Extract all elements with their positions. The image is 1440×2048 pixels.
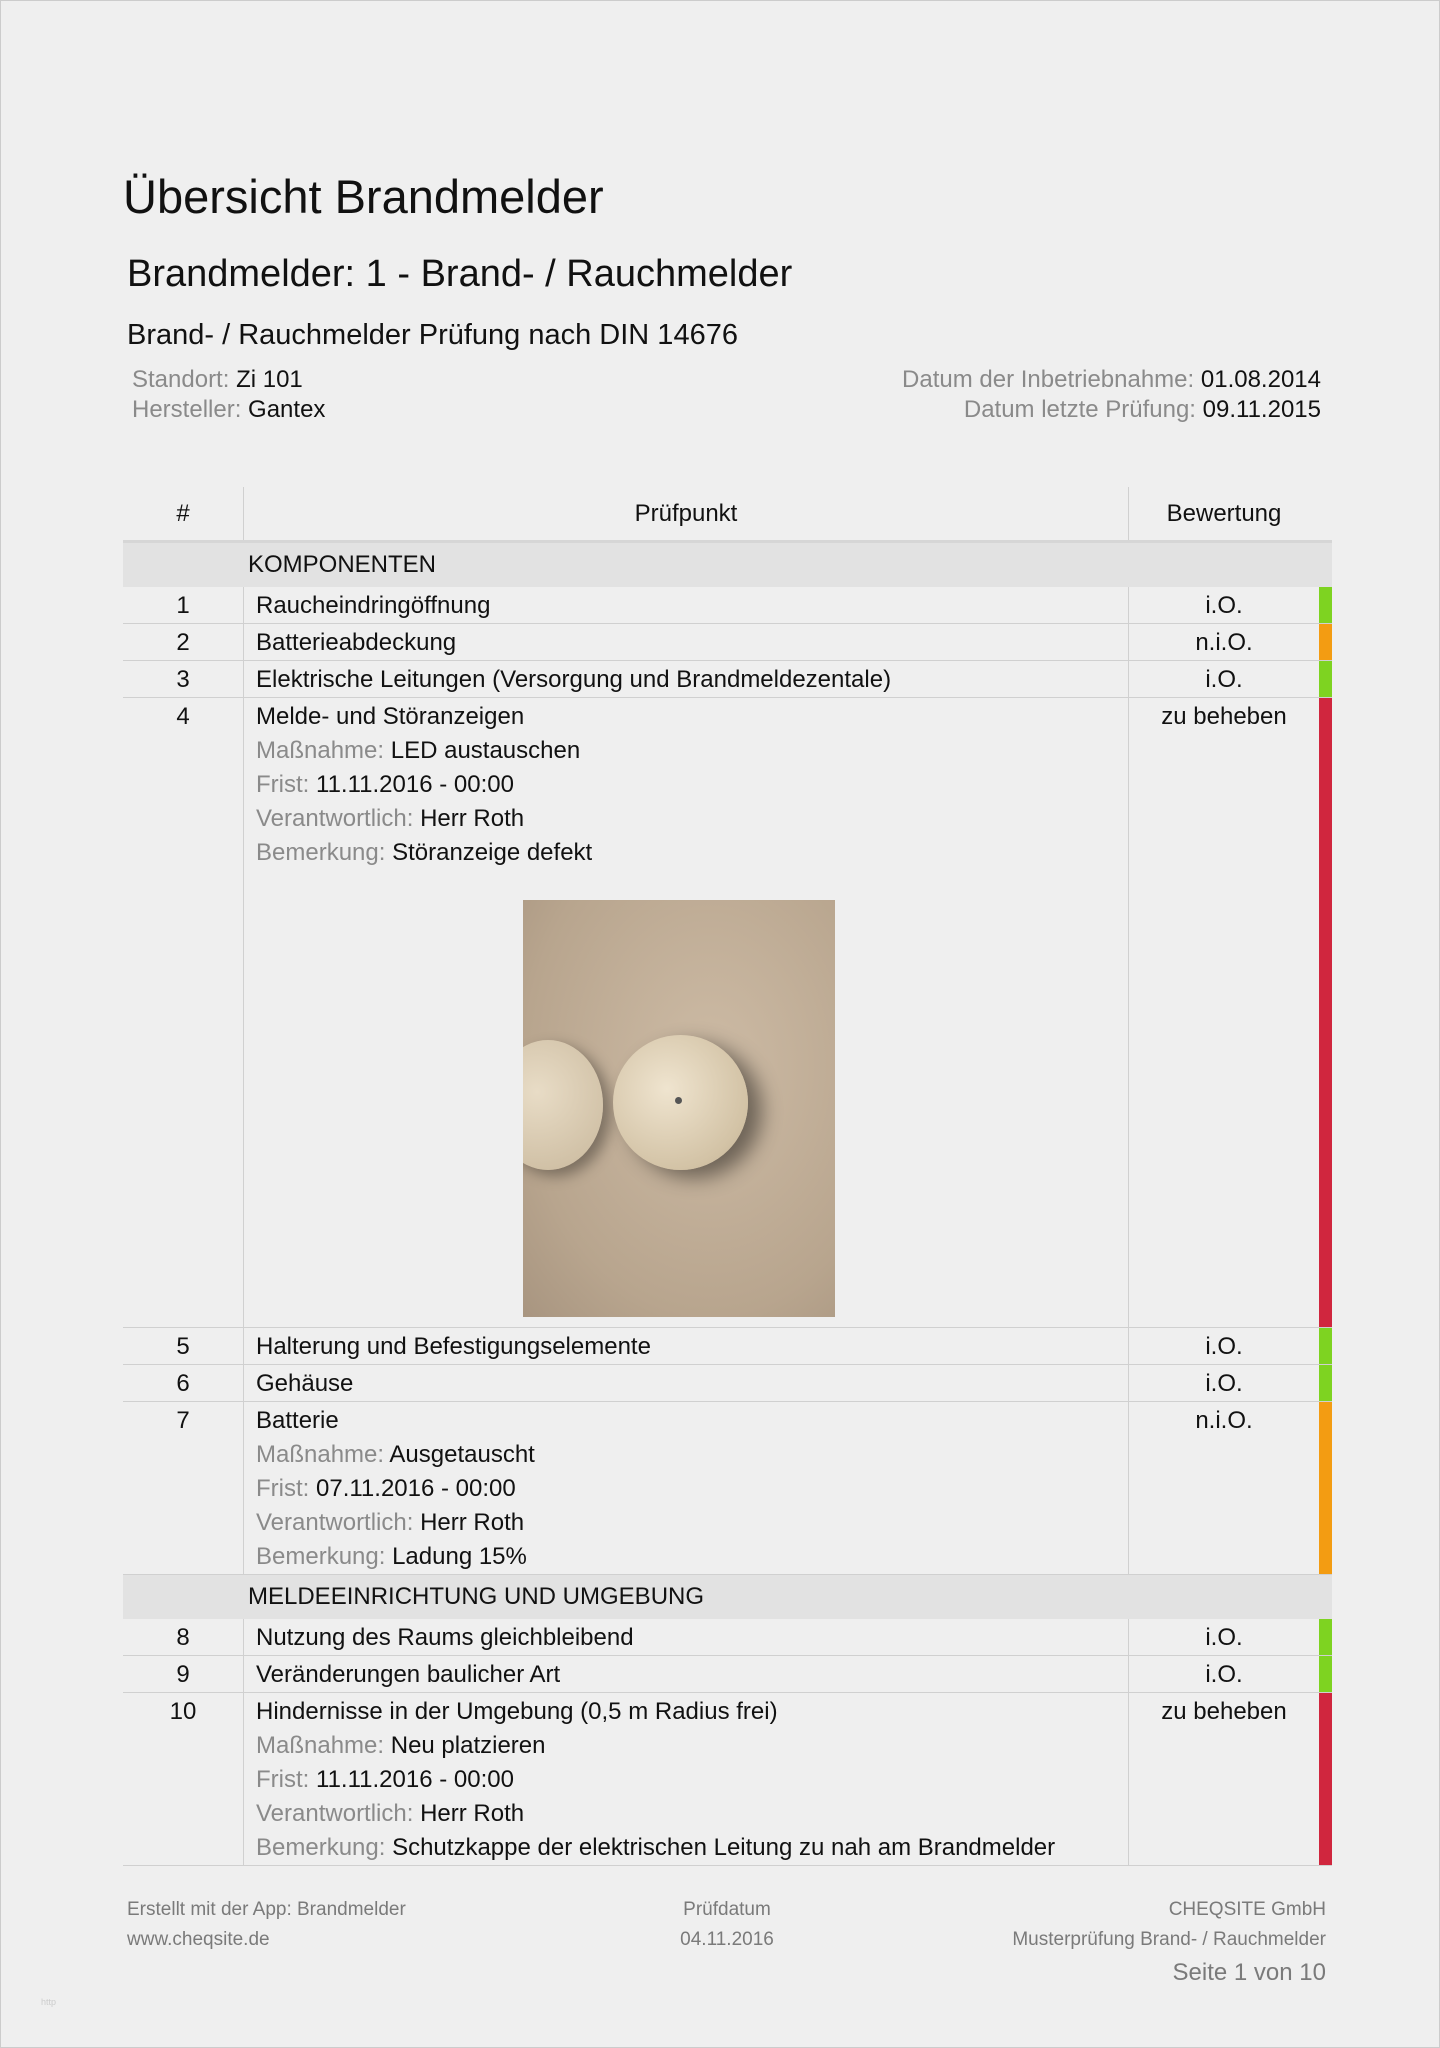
table-row [123,1402,1332,1575]
row-item-label: Raucheindringöffnung [256,592,491,619]
detail-label: Frist: [256,771,310,798]
table-row [123,698,1332,1328]
row-item-label: Nutzung des Raums gleichbleibend [256,1624,634,1651]
row-item-label: Veränderungen baulicher Art [256,1661,561,1688]
row-number: 8 [176,1624,190,1651]
inbetriebnahme-label: Datum der Inbetriebnahme: [902,366,1195,393]
row-rating: n.i.O. [1128,624,1319,660]
row-number: 6 [176,1370,190,1397]
detail-line [256,734,1128,768]
row-item-label: Gehäuse [256,1370,354,1397]
detail-value: Neu platzieren [390,1732,546,1759]
last-check-value: 09.11.2015 [1202,396,1321,423]
corner-text: http [41,1997,57,2007]
detail-value: Herr Roth [420,1800,525,1827]
detail-label: Maßnahme: [256,1441,385,1468]
detail-value: Ausgetauscht [389,1441,535,1468]
detail-label: Verantwortlich: [256,805,414,832]
rating-color-bar [1319,698,1332,1327]
row-rating: i.O. [1128,1328,1319,1364]
inbetriebnahme-value: 01.08.2014 [1200,366,1321,393]
col-number: # [176,499,190,527]
detail-line [256,1438,1128,1472]
detail-value: 11.11.2016 - 00:00 [316,771,514,798]
hersteller-value: Gantex [248,396,326,423]
detail-label: Maßnahme: [256,1732,385,1759]
row-item [243,587,1128,623]
row-rating: i.O. [1128,1656,1319,1692]
detail-label: Maßnahme: [256,737,385,764]
row-number: 10 [169,1698,197,1725]
rating-color-bar [1319,1656,1332,1692]
detail-line [256,802,1128,836]
footer-date-label: Prüfdatum [683,1899,771,1920]
footer-url[interactable]: www.cheqsite.de [127,1929,270,1950]
row-item [243,698,1128,1327]
row-item [243,661,1128,697]
rating-color-bar [1319,624,1332,660]
col-bewertung: Bewertung [1128,487,1319,540]
row-rating: zu beheben [1128,698,1319,1327]
table-header [123,487,1332,543]
page-number: Seite 1 von 10 [1172,1959,1326,1986]
detail-value: Herr Roth [420,1509,525,1536]
detail-value: Ladung 15% [392,1543,527,1570]
detail-value: LED austauschen [390,737,581,764]
junction-box [523,1040,603,1170]
row-rating: i.O. [1128,587,1319,623]
table-row [123,1328,1332,1365]
detail-label: Bemerkung: [256,1834,386,1861]
row-item [243,1402,1128,1574]
row-item [243,624,1128,660]
detail-value: Störanzeige defekt [392,839,593,866]
rating-color-bar [1319,1619,1332,1655]
footer-date: 04.11.2016 [680,1929,774,1950]
row-item-label: Hindernisse in der Umgebung (0,5 m Radius frei) [256,1698,778,1725]
footer-center [627,1895,827,1955]
detail-label: Bemerkung: [256,1543,386,1570]
row-number: 3 [176,666,190,693]
row-item [243,1693,1128,1865]
detail-line [256,1472,1128,1506]
footer-right [1012,1895,1326,1991]
row-item-label: Halterung und Befestigungselemente [256,1333,651,1360]
detail-value: 11.11.2016 - 00:00 [316,1766,514,1793]
detail-line [256,1506,1128,1540]
row-number: 4 [176,703,190,730]
row-item [243,1328,1128,1364]
standort-value: Zi 101 [236,366,303,393]
detail-line [256,1763,1128,1797]
smoke-detector [613,1035,748,1170]
row-item-label: Batterie [256,1407,339,1434]
footer-document: Musterprüfung Brand- / Rauchmelder [1012,1929,1326,1950]
rating-color-bar [1319,1693,1332,1865]
detail-line [256,1797,1128,1831]
row-number: 7 [176,1407,190,1434]
page-title: Übersicht Brandmelder [123,170,604,223]
table-row [123,587,1332,624]
row-item-label: Melde- und Störanzeigen [256,703,525,730]
detail-value: Herr Roth [420,805,525,832]
detector-title: Brandmelder: 1 - Brand- / Rauchmelder [127,253,793,295]
table-row [123,1619,1332,1656]
rating-color-bar [1319,1328,1332,1364]
table-row [123,1656,1332,1693]
detail-line [256,1540,1128,1574]
row-item [243,1365,1128,1401]
detail-value: Schutzkappe der elektrischen Leitung zu nah am Brandmelder [392,1834,1056,1861]
row-rating: i.O. [1128,1365,1319,1401]
row-number: 9 [176,1661,190,1688]
rating-color-bar [1319,587,1332,623]
detail-value: 07.11.2016 - 00:00 [316,1475,516,1502]
hersteller-label: Hersteller: [132,396,242,423]
footer-app: Erstellt mit der App: Brandmelder [127,1899,406,1920]
section-header: MELDEEINRICHTUNG UND UMGEBUNG [123,1575,1332,1619]
detail-label: Frist: [256,1475,310,1502]
row-item [243,1656,1128,1692]
footer-left [127,1895,406,1955]
col-pruefpunkt: Prüfpunkt [243,487,1128,540]
detail-line [256,768,1128,802]
detail-line [256,836,1128,870]
meta-left [132,365,325,425]
row-number: 2 [176,629,190,656]
last-check-label: Datum letzte Prüfung: [963,396,1196,423]
row-number: 1 [176,592,190,619]
table-row [123,661,1332,698]
row-item-label: Batterieabdeckung [256,629,457,656]
smoke-detector-photo [523,900,835,1317]
row-rating: zu beheben [1128,1693,1319,1865]
inspection-heading: Brand- / Rauchmelder Prüfung nach DIN 14676 [127,319,738,351]
rating-color-bar [1319,1365,1332,1401]
row-number: 5 [176,1333,190,1360]
detail-line [256,1729,1128,1763]
rating-color-bar [1319,1402,1332,1574]
table-row [123,1693,1332,1866]
row-rating: n.i.O. [1128,1402,1319,1574]
section-header: KOMPONENTEN [123,543,1332,587]
row-item-label: Elektrische Leitungen (Versorgung und Brandmeldezentale) [256,666,892,693]
row-rating: i.O. [1128,661,1319,697]
table-row [123,1365,1332,1402]
footer-company: CHEQSITE GmbH [1168,1899,1326,1920]
inspection-table [123,487,1332,1866]
rating-color-bar [1319,661,1332,697]
table-row [123,624,1332,661]
detail-label: Bemerkung: [256,839,386,866]
row-item [243,1619,1128,1655]
detail-label: Verantwortlich: [256,1509,414,1536]
detail-line [256,1831,1128,1865]
detail-label: Frist: [256,1766,310,1793]
standort-label: Standort: [132,366,230,393]
row-rating: i.O. [1128,1619,1319,1655]
meta-right [902,365,1321,425]
detail-label: Verantwortlich: [256,1800,414,1827]
